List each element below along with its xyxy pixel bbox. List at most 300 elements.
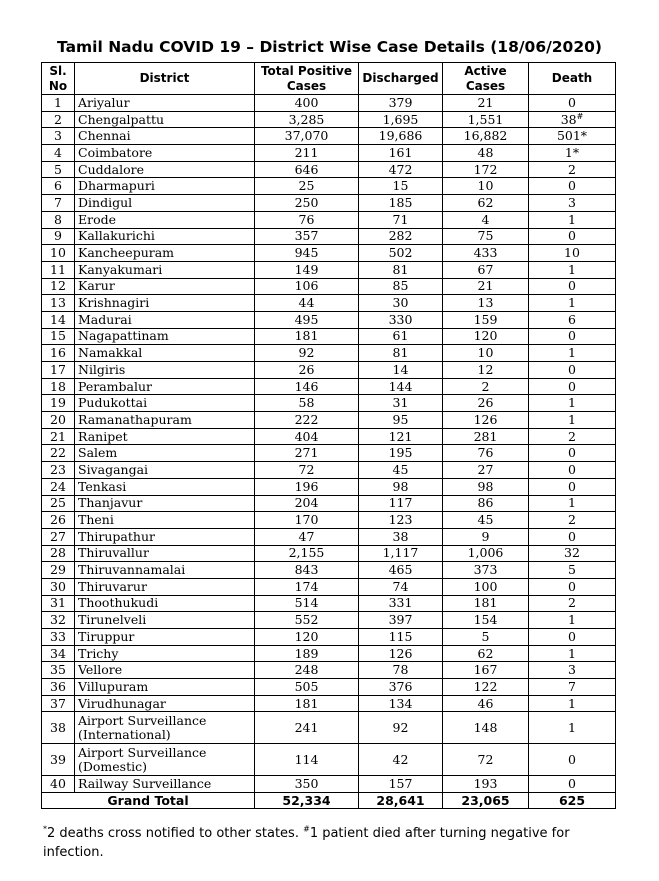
cell-total-positive bbox=[255, 295, 359, 312]
cell-total-positive-value: 248 bbox=[294, 662, 319, 678]
cell-total-positive-value: 2,155 bbox=[288, 545, 325, 561]
cell-active-value: 62 bbox=[477, 645, 494, 661]
header-active: Active Cases bbox=[443, 63, 529, 95]
cell-sl-no bbox=[42, 528, 75, 545]
cell-sl-no bbox=[42, 662, 75, 679]
cell-active bbox=[443, 111, 529, 128]
cell-active bbox=[443, 378, 529, 395]
cell-death bbox=[529, 744, 616, 776]
cell-sl-no-value: 40 bbox=[50, 776, 66, 792]
cell-death bbox=[529, 428, 616, 445]
cell-district bbox=[75, 228, 255, 245]
cell-district-value: Madurai bbox=[78, 311, 132, 327]
cell-death bbox=[529, 295, 616, 312]
cell-sl-no bbox=[42, 228, 75, 245]
cell-discharged-value: 282 bbox=[388, 228, 413, 244]
cell-active-value: 193 bbox=[473, 776, 498, 792]
cell-active-value: 2 bbox=[481, 378, 490, 394]
cell-active bbox=[443, 362, 529, 379]
header-discharged: Discharged bbox=[359, 63, 443, 95]
cell-total-positive-value: 196 bbox=[294, 478, 319, 494]
cell-active-value: 5 bbox=[481, 628, 490, 644]
cell-sl-no bbox=[42, 629, 75, 646]
table-row bbox=[42, 512, 616, 529]
cell-discharged bbox=[359, 328, 443, 345]
cell-death bbox=[529, 629, 616, 646]
cell-death-value: 0 bbox=[568, 228, 576, 244]
cell-discharged bbox=[359, 395, 443, 412]
cell-death bbox=[529, 128, 616, 145]
cell-discharged bbox=[359, 278, 443, 295]
cell-active bbox=[443, 211, 529, 228]
cell-active bbox=[443, 478, 529, 495]
cell-sl-no-value: 19 bbox=[50, 395, 66, 411]
cell-discharged bbox=[359, 695, 443, 712]
cell-discharged-value: 161 bbox=[388, 144, 413, 160]
cell-total-positive-value: 211 bbox=[294, 144, 319, 160]
cell-district bbox=[75, 378, 255, 395]
cell-discharged-value: 19,686 bbox=[378, 128, 423, 144]
cell-sl-no-value: 23 bbox=[50, 461, 66, 477]
table-row bbox=[42, 145, 616, 162]
cell-sl-no bbox=[42, 645, 75, 662]
cell-active-value: 122 bbox=[473, 678, 498, 694]
cell-death bbox=[529, 362, 616, 379]
cell-discharged bbox=[359, 295, 443, 312]
cell-active-value: 48 bbox=[477, 144, 494, 160]
cell-death-value: 1 bbox=[568, 719, 576, 735]
cell-district bbox=[75, 595, 255, 612]
district-case-table bbox=[41, 62, 616, 809]
cell-total-positive-value: 44 bbox=[298, 295, 315, 311]
cell-district bbox=[75, 712, 255, 744]
table-row bbox=[42, 111, 616, 128]
cell-district bbox=[75, 111, 255, 128]
cell-district-value: Kancheepuram bbox=[78, 245, 175, 261]
cell-total-positive-value: 106 bbox=[294, 278, 319, 294]
table-body bbox=[42, 95, 616, 793]
cell-total-positive bbox=[255, 478, 359, 495]
cell-active bbox=[443, 776, 529, 793]
cell-active bbox=[443, 412, 529, 429]
cell-total-positive bbox=[255, 545, 359, 562]
cell-district-value: Salem bbox=[78, 445, 118, 461]
cell-death-value: 1 bbox=[568, 411, 576, 427]
cell-discharged-value: 126 bbox=[388, 645, 413, 661]
cell-death bbox=[529, 261, 616, 278]
cell-district-value: Sivagangai bbox=[78, 461, 149, 477]
cell-active bbox=[443, 395, 529, 412]
cell-total-positive-value: 174 bbox=[294, 578, 319, 594]
cell-district-value: Ramanathapuram bbox=[78, 411, 192, 427]
cell-discharged bbox=[359, 195, 443, 212]
cell-active-value: 4 bbox=[481, 211, 490, 227]
table-row bbox=[42, 128, 616, 145]
cell-district bbox=[75, 128, 255, 145]
cell-sl-no-value: 13 bbox=[50, 295, 66, 311]
cell-death bbox=[529, 776, 616, 793]
cell-death-value: 2 bbox=[568, 595, 576, 611]
cell-death-value: 2 bbox=[568, 428, 576, 444]
cell-discharged bbox=[359, 211, 443, 228]
cell-active-value: 126 bbox=[473, 411, 498, 427]
cell-active bbox=[443, 261, 529, 278]
cell-death bbox=[529, 111, 616, 128]
cell-district-value: Perambalur bbox=[78, 378, 153, 394]
cell-death-value: 1 bbox=[568, 295, 576, 311]
cell-discharged-value: 117 bbox=[388, 495, 413, 511]
cell-discharged-value: 74 bbox=[392, 578, 409, 594]
cell-sl-no bbox=[42, 776, 75, 793]
cell-death-value: 32 bbox=[564, 545, 580, 561]
cell-discharged bbox=[359, 562, 443, 579]
cell-sl-no-value: 22 bbox=[50, 445, 66, 461]
table-header-row bbox=[42, 63, 616, 95]
table-row bbox=[42, 362, 616, 379]
cell-sl-no bbox=[42, 178, 75, 195]
cell-district-value: Railway Surveillance bbox=[78, 776, 212, 792]
cell-district-value: Kanyakumari bbox=[78, 261, 163, 277]
cell-death-value: 1 bbox=[568, 645, 576, 661]
cell-discharged-value: 195 bbox=[388, 445, 413, 461]
cell-discharged bbox=[359, 345, 443, 362]
cell-district bbox=[75, 478, 255, 495]
cell-discharged-value: 134 bbox=[388, 695, 413, 711]
table-row bbox=[42, 595, 616, 612]
cell-active bbox=[443, 495, 529, 512]
cell-death-value: 10 bbox=[564, 245, 580, 261]
cell-death bbox=[529, 145, 616, 162]
cell-discharged-value: 31 bbox=[392, 395, 409, 411]
cell-total-positive bbox=[255, 345, 359, 362]
cell-total-positive-value: 170 bbox=[294, 512, 319, 528]
cell-active-value: 373 bbox=[473, 562, 498, 578]
cell-district-value: Ariyalur bbox=[78, 94, 130, 110]
footnote-hash-text: 1 patient died after turning negative for infection. bbox=[43, 826, 570, 860]
cell-active-value: 9 bbox=[481, 528, 490, 544]
cell-death bbox=[529, 495, 616, 512]
cell-discharged bbox=[359, 776, 443, 793]
cell-death-value: 3 bbox=[568, 662, 576, 678]
cell-active bbox=[443, 744, 529, 776]
cell-total-positive-value: 181 bbox=[294, 695, 319, 711]
cell-sl-no-value: 6 bbox=[54, 178, 62, 194]
cell-active bbox=[443, 428, 529, 445]
cell-total-positive bbox=[255, 328, 359, 345]
cell-discharged-value: 38 bbox=[392, 528, 409, 544]
cell-discharged bbox=[359, 744, 443, 776]
cell-total-positive-value: 552 bbox=[294, 612, 319, 628]
cell-active bbox=[443, 161, 529, 178]
cell-total-positive bbox=[255, 311, 359, 328]
cell-total-positive-value: 76 bbox=[298, 211, 315, 227]
cell-district bbox=[75, 295, 255, 312]
cell-active-value: 86 bbox=[477, 495, 494, 511]
cell-sl-no bbox=[42, 261, 75, 278]
table-row bbox=[42, 195, 616, 212]
cell-active bbox=[443, 545, 529, 562]
cell-total-positive bbox=[255, 612, 359, 629]
cell-death-value: 6 bbox=[568, 311, 576, 327]
cell-discharged bbox=[359, 662, 443, 679]
cell-sl-no-value: 26 bbox=[50, 512, 66, 528]
table-row bbox=[42, 679, 616, 696]
cell-active-value: 181 bbox=[473, 595, 498, 611]
cell-active-value: 72 bbox=[477, 751, 494, 767]
cell-active-value: 13 bbox=[477, 295, 494, 311]
cell-district bbox=[75, 311, 255, 328]
cell-total-positive-value: 250 bbox=[294, 194, 319, 210]
cell-district-value: Thanjavur bbox=[78, 495, 143, 511]
cell-total-positive bbox=[255, 445, 359, 462]
cell-active bbox=[443, 578, 529, 595]
cell-district bbox=[75, 428, 255, 445]
table-row bbox=[42, 295, 616, 312]
cell-district-value: Thiruvannamalai bbox=[78, 562, 186, 578]
cell-district bbox=[75, 629, 255, 646]
cell-death-value: 1 bbox=[568, 495, 576, 511]
cell-sl-no-value: 5 bbox=[54, 161, 62, 177]
cell-discharged bbox=[359, 495, 443, 512]
footnote bbox=[43, 824, 623, 862]
cell-active-value: 76 bbox=[477, 445, 494, 461]
cell-total-positive bbox=[255, 161, 359, 178]
cell-discharged bbox=[359, 545, 443, 562]
cell-district-value: Erode bbox=[78, 211, 117, 227]
cell-death bbox=[529, 195, 616, 212]
cell-sl-no-value: 16 bbox=[50, 345, 66, 361]
cell-sl-no-value: 4 bbox=[54, 144, 62, 160]
cell-total-positive bbox=[255, 428, 359, 445]
cell-discharged bbox=[359, 362, 443, 379]
cell-active bbox=[443, 328, 529, 345]
cell-discharged bbox=[359, 478, 443, 495]
cell-total-positive-value: 146 bbox=[294, 378, 319, 394]
table-row bbox=[42, 261, 616, 278]
cell-death-value: 5 bbox=[568, 562, 576, 578]
cell-active-value: 167 bbox=[473, 662, 498, 678]
cell-active bbox=[443, 612, 529, 629]
cell-death bbox=[529, 645, 616, 662]
cell-discharged-value: 81 bbox=[392, 261, 409, 277]
cell-death bbox=[529, 161, 616, 178]
cell-discharged bbox=[359, 228, 443, 245]
cell-active-value: 172 bbox=[473, 161, 498, 177]
cell-sl-no bbox=[42, 345, 75, 362]
cell-total-positive bbox=[255, 211, 359, 228]
cell-active-value: 148 bbox=[473, 719, 498, 735]
cell-sl-no bbox=[42, 111, 75, 128]
table-row bbox=[42, 95, 616, 112]
footnote-star-text: 2 deaths cross notified to other states. bbox=[47, 826, 299, 841]
cell-active-value: 433 bbox=[473, 245, 498, 261]
cell-discharged-value: 92 bbox=[392, 719, 409, 735]
cell-active-value: 98 bbox=[477, 478, 494, 494]
cell-total-positive bbox=[255, 178, 359, 195]
cell-death bbox=[529, 695, 616, 712]
cell-discharged-value: 1,117 bbox=[382, 545, 419, 561]
cell-total-positive-value: 843 bbox=[294, 562, 319, 578]
cell-active-value: 46 bbox=[477, 695, 494, 711]
cell-death-value: 38 bbox=[560, 111, 577, 127]
cell-death bbox=[529, 512, 616, 529]
cell-discharged-value: 376 bbox=[388, 678, 413, 694]
cell-district-value: Krishnagiri bbox=[78, 295, 150, 311]
cell-total-positive-value: 120 bbox=[294, 628, 319, 644]
cell-active-value: 21 bbox=[477, 94, 494, 110]
cell-total-positive bbox=[255, 512, 359, 529]
cell-sl-no-value: 30 bbox=[50, 578, 66, 594]
cell-district-value: Airport Surveillance (Domestic) bbox=[78, 744, 207, 774]
cell-total-positive bbox=[255, 228, 359, 245]
cell-discharged bbox=[359, 261, 443, 278]
cell-total-positive-value: 3,285 bbox=[288, 111, 325, 127]
header-total-positive: Total Positive Cases bbox=[255, 63, 359, 95]
cell-district bbox=[75, 562, 255, 579]
cell-death bbox=[529, 662, 616, 679]
cell-death-value: 0 bbox=[568, 578, 576, 594]
cell-active bbox=[443, 662, 529, 679]
cell-district-value: Tiruppur bbox=[78, 628, 135, 644]
cell-sl-no-value: 8 bbox=[54, 211, 62, 227]
cell-sl-no-value: 35 bbox=[50, 662, 66, 678]
cell-death bbox=[529, 562, 616, 579]
cell-death bbox=[529, 95, 616, 112]
cell-district-value: Chengalpattu bbox=[78, 111, 165, 127]
cell-district-value: Vellore bbox=[78, 662, 123, 678]
cell-sl-no bbox=[42, 161, 75, 178]
table-row bbox=[42, 712, 616, 744]
cell-total-positive-value: 222 bbox=[294, 411, 319, 427]
cell-sl-no bbox=[42, 495, 75, 512]
cell-discharged bbox=[359, 111, 443, 128]
cell-district bbox=[75, 328, 255, 345]
cell-sl-no-value: 3 bbox=[54, 128, 62, 144]
table-row bbox=[42, 744, 616, 776]
cell-discharged-value: 379 bbox=[388, 94, 413, 110]
cell-district bbox=[75, 261, 255, 278]
cell-active-value: 26 bbox=[477, 395, 494, 411]
cell-discharged bbox=[359, 578, 443, 595]
cell-death-value: 2 bbox=[568, 161, 576, 177]
cell-death bbox=[529, 595, 616, 612]
cell-total-positive bbox=[255, 145, 359, 162]
cell-active-value: 1,551 bbox=[467, 111, 504, 127]
cell-total-positive bbox=[255, 378, 359, 395]
cell-active bbox=[443, 145, 529, 162]
cell-discharged-value: 502 bbox=[388, 245, 413, 261]
table-row bbox=[42, 345, 616, 362]
table-row bbox=[42, 495, 616, 512]
header-district: District bbox=[75, 63, 255, 95]
cell-sl-no bbox=[42, 412, 75, 429]
table-row bbox=[42, 428, 616, 445]
cell-total-positive bbox=[255, 261, 359, 278]
cell-death-value: 0 bbox=[568, 628, 576, 644]
cell-sl-no-value: 32 bbox=[50, 612, 66, 628]
cell-active bbox=[443, 311, 529, 328]
cell-discharged bbox=[359, 428, 443, 445]
cell-district bbox=[75, 578, 255, 595]
cell-discharged-value: 472 bbox=[388, 161, 413, 177]
cell-discharged-value: 15 bbox=[392, 178, 409, 194]
cell-district bbox=[75, 145, 255, 162]
cell-active-value: 27 bbox=[477, 461, 494, 477]
table-row bbox=[42, 445, 616, 462]
cell-district bbox=[75, 412, 255, 429]
grand-total-label: Grand Total bbox=[42, 793, 255, 809]
cell-district bbox=[75, 161, 255, 178]
cell-active-value: 62 bbox=[477, 194, 494, 210]
cell-district bbox=[75, 445, 255, 462]
cell-sl-no bbox=[42, 445, 75, 462]
cell-district bbox=[75, 362, 255, 379]
cell-district-value: Karur bbox=[78, 278, 115, 294]
cell-discharged-value: 14 bbox=[392, 361, 409, 377]
cell-death-value: 501* bbox=[556, 128, 588, 144]
table-row bbox=[42, 211, 616, 228]
cell-sl-no bbox=[42, 595, 75, 612]
cell-sl-no bbox=[42, 311, 75, 328]
cell-discharged-value: 331 bbox=[388, 595, 413, 611]
cell-death bbox=[529, 712, 616, 744]
cell-active bbox=[443, 645, 529, 662]
cell-total-positive-value: 646 bbox=[294, 161, 319, 177]
cell-discharged-value: 157 bbox=[388, 776, 413, 792]
cell-discharged-value: 115 bbox=[388, 628, 413, 644]
cell-total-positive-value: 149 bbox=[294, 261, 319, 277]
cell-discharged bbox=[359, 645, 443, 662]
footnote-star-mark: * bbox=[43, 824, 47, 834]
cell-district bbox=[75, 195, 255, 212]
cell-sl-no-value: 9 bbox=[54, 228, 62, 244]
cell-active bbox=[443, 462, 529, 479]
cell-sl-no bbox=[42, 679, 75, 696]
cell-active bbox=[443, 629, 529, 646]
cell-sl-no-value: 28 bbox=[50, 545, 66, 561]
cell-discharged bbox=[359, 311, 443, 328]
cell-sl-no-value: 29 bbox=[50, 562, 66, 578]
cell-district-value: Tirunelveli bbox=[78, 612, 147, 628]
table-row bbox=[42, 645, 616, 662]
cell-total-positive bbox=[255, 562, 359, 579]
cell-district-value: Ranipet bbox=[78, 428, 128, 444]
cell-death bbox=[529, 278, 616, 295]
cell-total-positive bbox=[255, 528, 359, 545]
cell-death-value: 0 bbox=[568, 328, 576, 344]
cell-total-positive bbox=[255, 495, 359, 512]
table-row bbox=[42, 612, 616, 629]
cell-active bbox=[443, 679, 529, 696]
cell-total-positive-value: 114 bbox=[294, 751, 319, 767]
cell-total-positive-value: 514 bbox=[294, 595, 319, 611]
cell-active bbox=[443, 195, 529, 212]
cell-total-positive-value: 400 bbox=[294, 94, 319, 110]
cell-active-value: 75 bbox=[477, 228, 494, 244]
cell-total-positive bbox=[255, 128, 359, 145]
cell-active-value: 10 bbox=[477, 178, 494, 194]
cell-sl-no-value: 15 bbox=[50, 328, 66, 344]
cell-sl-no bbox=[42, 512, 75, 529]
cell-total-positive bbox=[255, 95, 359, 112]
cell-active bbox=[443, 595, 529, 612]
cell-active-value: 159 bbox=[473, 311, 498, 327]
cell-death bbox=[529, 395, 616, 412]
cell-discharged bbox=[359, 512, 443, 529]
table-row bbox=[42, 412, 616, 429]
table-row bbox=[42, 478, 616, 495]
cell-district-value: Pudukottai bbox=[78, 395, 148, 411]
